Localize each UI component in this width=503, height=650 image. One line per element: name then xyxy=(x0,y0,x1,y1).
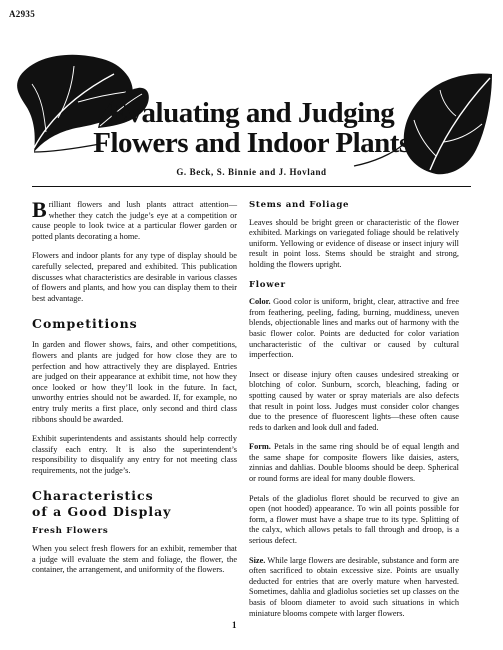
fresh-flowers-subheading: Fresh Flowers xyxy=(32,526,109,537)
page-number: 1 xyxy=(232,620,237,630)
characteristics-heading-line-2: of a Good Display xyxy=(32,504,172,520)
authors: G. Beck, S. Binnie and J. Hovland xyxy=(176,167,327,177)
color-paragraph xyxy=(249,297,459,361)
characteristics-heading xyxy=(32,488,237,520)
page-title xyxy=(0,98,503,158)
flower-heading: Flower xyxy=(249,279,286,290)
competitions-paragraph-1: In garden and flower shows, fairs, and other competitions, flowers and plants are judged for how close they are to perfection and how attractively they are displayed. Entries are judged on their appearance at exhibit time, not how they once looked or how they’ll look in the future. In fact, unworthy entries should not be awarded. If, for example, no entry truly merits a first place, only second and third class ribbons should be awarded. xyxy=(32,340,237,424)
title-line-2: Flowers and Indoor Plants xyxy=(93,127,410,159)
stems-foliage-paragraph: Leaves should be bright green or characteristic of the flower exhibited. Markings on variegated foliage should be relatively uniform. Yellowing or evidence of disease or insect injury will result in point loss. Stems should be straight and strong, holding the flowers upright. xyxy=(249,217,459,269)
drop-cap: B xyxy=(32,197,47,222)
competitions-paragraph-2: Exhibit superintendents and assistants should help correctly classify each entry. It is also the superintendent’s responsibility to disqualify any entry for not meeting class requirements, not the judge’s. xyxy=(32,434,237,475)
stems-foliage-heading: Stems and Foliage xyxy=(249,200,350,210)
competitions-heading: Competitions xyxy=(32,316,138,332)
size-text: While large flowers are desirable, substance and form are often sacrificed to obtain excessive size. Points are usually deducted for entries that are overly mature when harvested. Sometimes, dahlia and gladiolus societies set up classes on the basis of bloom diameter to avoid such situations in which miniature blooms compete with larger flowers. xyxy=(249,555,459,618)
color-text: Good color is uniform, bright, clear, attractive and free from feathering, peeling, fading, burning, muddiness, uneven blends, objectionable lines and marks out of harmony with the basic flower color. Points are deducted for color variation uncharacteristic of the cultivar or caused by cultural imperfection. xyxy=(249,297,460,360)
size-lead: Size. xyxy=(249,555,266,565)
title-rule-divider xyxy=(32,186,471,187)
fresh-flowers-paragraph: When you select fresh flowers for an exhibit, remember that a judge will evaluate the stem and foliage, the flower, the container, the arrangement, and uniformity of the flowers. xyxy=(32,544,237,575)
intro-paragraph-2: Flowers and indoor plants for any type of display should be carefully selected, prepared and exhibited. This publication discusses what characteristics are desirable in various classes of flowers and plants, and how you can display them to their best advantage. xyxy=(32,251,237,303)
intro-paragraph-1 xyxy=(32,197,237,242)
size-paragraph xyxy=(249,556,459,620)
document-code: A2935 xyxy=(9,9,35,19)
insect-paragraph: Insect or disease injury often causes undesired streaking or blotching of color. Sunburn, scorch, bleaching, fading or spotting caused by water or spray materials are also defects that result in point loss. Judges must consider color changes due to the presence of fluorescent lights—these often cause reds to darken and look dull and faded. xyxy=(249,369,459,432)
form-paragraph xyxy=(249,442,459,484)
form-lead: Form. xyxy=(249,442,271,452)
color-lead: Color. xyxy=(249,297,271,307)
left-column xyxy=(32,197,237,585)
title-line-1: Evaluating and Judging xyxy=(108,97,395,129)
gladiolus-paragraph: Petals of the gladiolus floret should be recurved to give an open (not hooded) appearance. To win all points possible for form, a flower must have a shape true to its type. Splitting of the calyx, which allows petals to fall through and droop, is a serious defect. xyxy=(249,493,459,546)
characteristics-heading-line-1: Characteristics xyxy=(32,488,154,504)
form-text: Petals in the same ring should be of equal length and the same shape for composite flowers like daisies, asters, zinnias and dahlias. Double blooms should be deep. Spherical or round forms are ideal for many double flowers. xyxy=(249,442,460,484)
intro-paragraph-1-text: rilliant flowers and lush plants attract attention—whether they catch the judge’s eye at a competition or cause people to look twice at a particular flower garden or potted plants decorating a home. xyxy=(32,200,237,241)
right-column xyxy=(249,200,459,628)
